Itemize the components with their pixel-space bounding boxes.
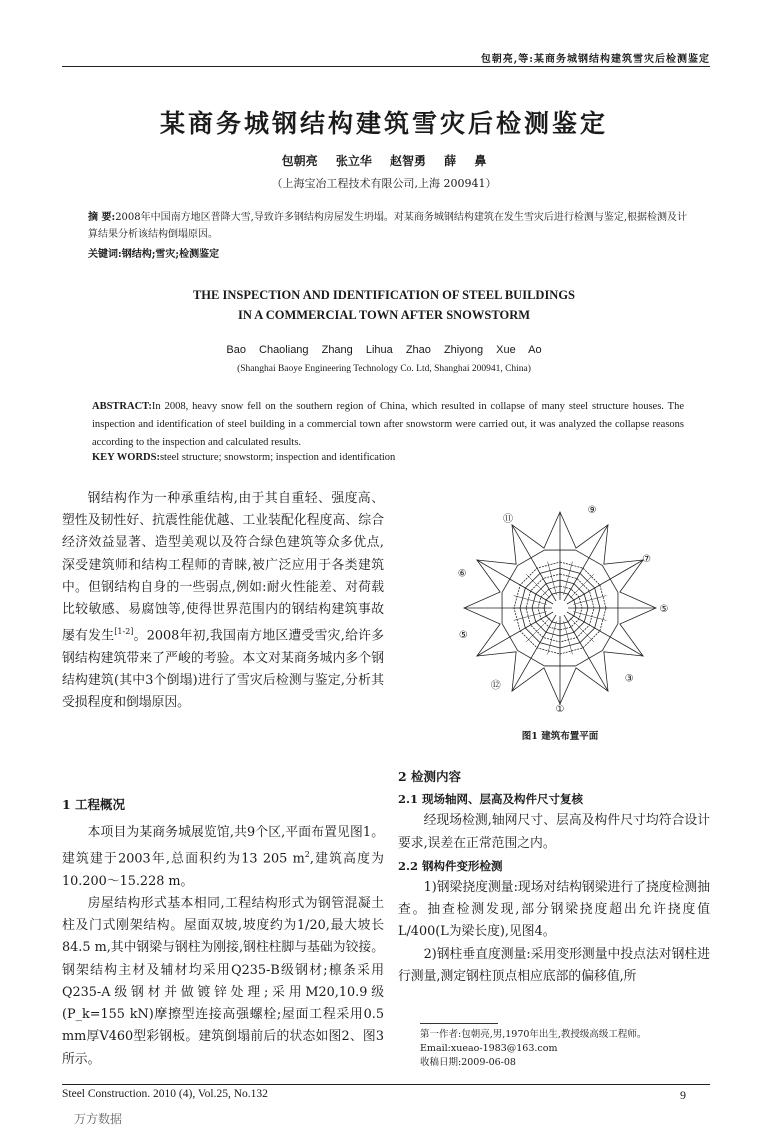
intro-text: 钢结构作为一种承重结构,由于其自重轻、强度高、塑性及韧性好、抗震性能优越、工业装配化程度高、综合经济效益显著、造型美观以及符合绿色建筑等众多优点,深受建筑师和结构工程师的青睐,被广泛应用于各类建筑中。但钢结构自身的一些弱点,例如:耐火性能差、对荷载比较敏感、易腐蚀等,使得世界范围内的钢结构建筑事故屡有发生 — [62, 491, 384, 644]
affiliation: （上海宝冶工程技术有限公司,上海 200941） — [271, 177, 497, 190]
section-2-heading: 2 检测内容 — [398, 769, 462, 784]
zone-label: ⑤ — [659, 604, 669, 615]
section-2 — [398, 766, 710, 988]
english-title — [0, 285, 768, 325]
section-1 — [62, 794, 384, 1071]
footnote-author: 第一作者:包朝亮,男,1970年出生,教授级高级工程师。 — [420, 1029, 647, 1040]
footnote-received: 收稿日期:2009-06-08 — [420, 1057, 516, 1068]
zone-label: ⑤ — [458, 629, 468, 641]
zone-label: ① — [555, 704, 565, 715]
zone-label: ③ — [624, 673, 634, 685]
footnote — [420, 1028, 646, 1070]
zone-label: ⑥ — [457, 568, 467, 580]
zone-label: ⑦ — [642, 554, 652, 565]
section-1-heading: 1 工程概况 — [62, 797, 126, 812]
abstract-cn-label: 摘 要: — [88, 212, 116, 223]
section-1-para-1: 本项目为某商务城展览馆,共9个区,平面布置见图1。建筑建于2003年,总面积约为13 205 m — [62, 825, 384, 867]
keywords-cn: 关键词:钢结构;雪灾;检测鉴定 — [88, 249, 220, 260]
watermark: 万方数据 — [74, 1112, 123, 1126]
zone-label: ⑨ — [587, 505, 597, 517]
authors: 包朝亮 张立华 赵智勇 薛 鼻 — [281, 154, 487, 168]
footnote-email: Email:xueao-1983@163.com — [420, 1043, 558, 1054]
footer-rule — [62, 1084, 710, 1085]
section-2-1-heading: 2.1 现场轴网、层高及构件尺寸复核 — [398, 792, 584, 807]
footnote-rule — [420, 1023, 498, 1024]
section-2-2-para-1: 1)钢梁挠度测量:现场对结构钢梁进行了挠度检测抽查。抽查检测发现,部分钢梁挠度超出允许挠度值L/400(L为梁长度),见图4。 — [398, 880, 710, 940]
section-1-para-1b: ,建筑高度为10.200～15.228 m。 — [62, 851, 384, 889]
keywords-en-label: KEY WORDS: — [92, 452, 160, 463]
abstract-en-label: ABSTRACT: — [92, 401, 152, 412]
english-affiliation: (Shanghai Baoye Engineering Technology Co. Ltd, Shanghai 200941, China) — [237, 364, 531, 374]
abstract-en — [92, 398, 684, 452]
journal-footer: Steel Construction. 2010 (4), Vol.25, No.132 — [62, 1088, 268, 1100]
figure-1-plan — [440, 500, 680, 715]
intro-citation: [1-2] — [114, 627, 134, 637]
section-2-2-para-2: 2)钢柱垂直度测量:采用变形测量中投点法对钢柱进行测量,测定钢柱顶点相应底部的偏移值,所 — [398, 946, 710, 984]
page-number: 9 — [680, 1088, 686, 1102]
zone-label: ⑪ — [503, 513, 513, 525]
intro-text-2: 。2008年初,我国南方地区遭受雪灾,给许多钢结构建筑带来了严峻的考验。本文对某商务城内多个钢结构建筑(其中3个倒塌)进行了雪灾后检测与鉴定,分析其受损程度和倒塌原因。 — [62, 628, 385, 711]
section-1-para-2: 房屋结构形式基本相同,工程结构形式为钢管混凝土柱及门式刚架结构。屋面双坡,坡度约为1/20,最大坡长84.5 m,其中钢梁与钢柱为刚接,钢柱柱脚与基础为铰接。钢架结构主材及辅材均采用Q235-B级钢材;檩条采用Q235-A级钢材并做镀锌处理;采用M20,10.9级(P_k=155 kN)摩擦型连接高强螺栓;屋面工程采用0.5 mm厚V460型彩钢板。建筑倒塌前后的状态如图2、图3所示。 — [62, 896, 384, 1067]
figure-1-caption: 图1 建筑布置平面 — [521, 731, 599, 742]
english-title-line-2: IN A COMMERCIAL TOWN AFTER SNOWSTORM — [237, 308, 531, 322]
abstract-cn-text: 2008年中国南方地区普降大雪,导致许多钢结构房屋发生坍塌。对某商务城钢结构建筑在发生雪灾后进行检测与鉴定,根据检测及计算结果分析该结构倒塌原因。 — [88, 212, 687, 240]
english-authors: Bao Chaoliang Zhang Lihua Zhao Zhiyong Xue Ao — [226, 344, 542, 356]
abstract-cn — [88, 209, 692, 243]
area-unit-sup: 2 — [304, 850, 310, 860]
section-2-2-heading: 2.2 钢构件变形检测 — [398, 858, 503, 873]
section-2-1-text: 经现场检测,轴网尺寸、层高及构件尺寸均符合设计要求,误差在正常范围之内。 — [398, 813, 710, 851]
introduction — [62, 488, 384, 714]
keywords-en-text: steel structure; snowstorm; inspection and identification — [159, 452, 396, 463]
keywords-en — [92, 452, 395, 463]
header-rule — [62, 66, 710, 67]
zone-label: ⑫ — [490, 680, 501, 692]
abstract-en-text: In 2008, heavy snow fell on the southern region of China, which resulted in collapse of many steel structure houses. The inspection and identification of steel building in a commercial town after snowstorm were carried out, it was analyzed the collapse reasons according to the inspection and calculated results. — [92, 401, 684, 448]
english-title-line-1: THE INSPECTION AND IDENTIFICATION OF STEEL BUILDINGS — [192, 288, 576, 302]
running-header: 包朝亮,等:某商务城钢结构建筑雪灾后检测鉴定 — [480, 54, 710, 65]
paper-title: 某商务城钢结构建筑雪灾后检测鉴定 — [159, 109, 608, 138]
